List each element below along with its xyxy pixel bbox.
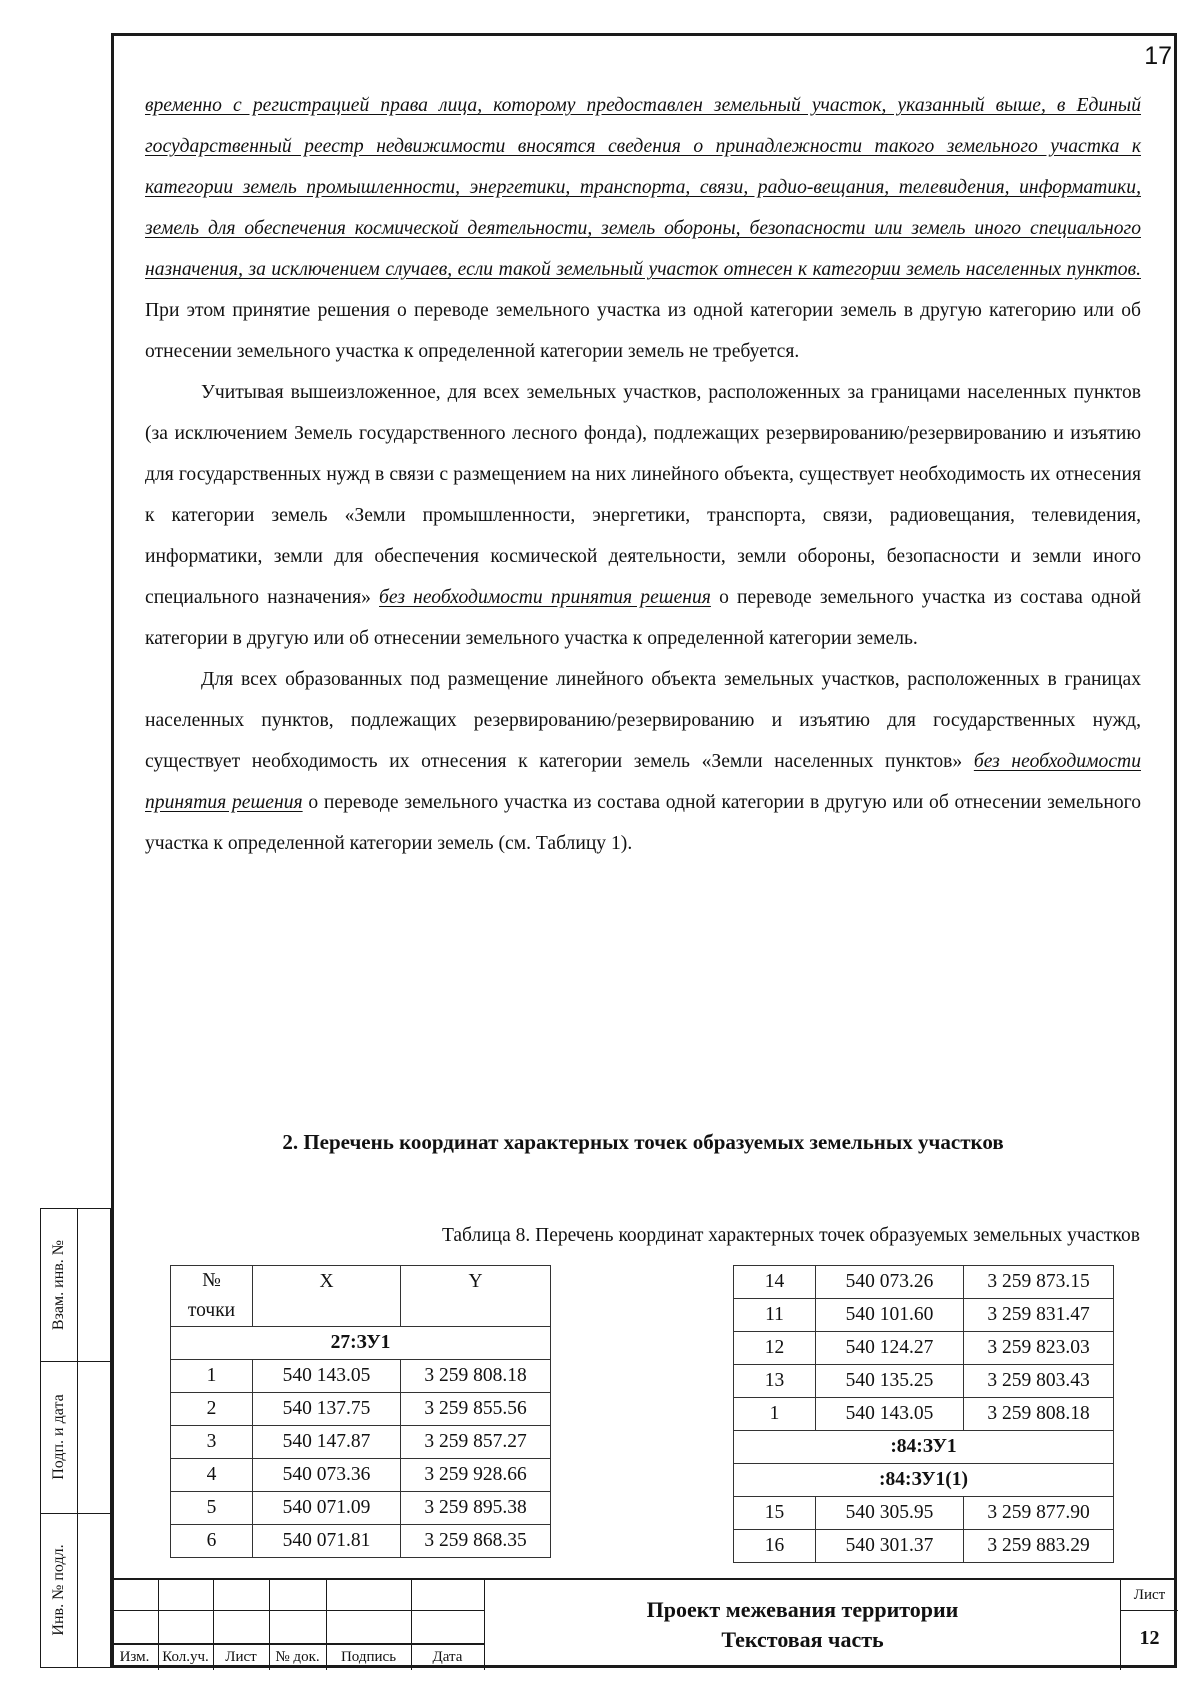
x-value: 540 143.05 <box>253 1360 401 1393</box>
x-value: 540 137.75 <box>253 1393 401 1426</box>
section-title: 2. Перечень координат характерных точек образуемых земельных участков <box>282 1130 1004 1154</box>
paragraph-2 <box>145 372 1141 659</box>
y-value: 3 259 873.15 <box>964 1266 1114 1299</box>
y-value: 3 259 877.90 <box>964 1497 1114 1530</box>
x-value: 540 124.27 <box>816 1332 964 1365</box>
paragraph-3-after: о переводе земельного участка из состава одной категории в другую или об отнесении земельного участка к определенной категории земель (см. Таблицу 1). <box>145 792 1141 854</box>
header-no-sign: № <box>202 1270 221 1291</box>
body-text <box>145 85 1141 864</box>
table-header-row <box>171 1266 551 1327</box>
table-row <box>734 1530 1114 1563</box>
x-value: 540 147.87 <box>253 1426 401 1459</box>
margin-cell-original-inv <box>41 1513 110 1667</box>
group-label: :84:ЗУ1 <box>734 1431 1114 1464</box>
table-row <box>734 1332 1114 1365</box>
paragraph-1 <box>145 85 1141 372</box>
y-value: 3 259 883.29 <box>964 1530 1114 1563</box>
title-block-label-sheet: Лист <box>225 1649 257 1665</box>
x-value: 540 073.36 <box>253 1459 401 1492</box>
table-row <box>171 1426 551 1459</box>
group-label: :84:ЗУ1(1) <box>734 1464 1114 1497</box>
x-value: 540 301.37 <box>816 1530 964 1563</box>
y-value: 3 259 808.18 <box>964 1398 1114 1431</box>
point-number: 3 <box>171 1426 253 1459</box>
point-number: 12 <box>734 1332 816 1365</box>
y-value: 3 259 857.27 <box>401 1426 551 1459</box>
y-value: 3 259 808.18 <box>401 1360 551 1393</box>
paragraph-1-underlined: временно с регистрацией права лица, которому предоставлен земельный участок, указанный выше, в Единый государственный реестр недвижимости вносятся сведения о принадлежности такого земельного участка к категории земель промышленности, энергетики, транспорта, связи, радио-вещания, телевидения, информатики, земель для обеспечения космической деятельности, земель обороны, безопасности или земель иного специального назначения, за исключением случаев, если такой земельный участок отнесен к категории земель населенных пунктов. <box>145 95 1141 280</box>
margin-cell-signature-date <box>41 1361 110 1514</box>
x-value: 540 073.26 <box>816 1266 964 1299</box>
y-value: 3 259 855.56 <box>401 1393 551 1426</box>
y-value: 3 259 895.38 <box>401 1492 551 1525</box>
point-number: 6 <box>171 1525 253 1558</box>
table-row <box>171 1393 551 1426</box>
table-row <box>734 1398 1114 1431</box>
y-value: 3 259 928.66 <box>401 1459 551 1492</box>
table-row <box>171 1360 551 1393</box>
title-block <box>111 1578 1177 1670</box>
x-value: 540 101.60 <box>816 1299 964 1332</box>
header-x: X <box>253 1266 401 1327</box>
margin-label-signature-date: Подп. и дата <box>50 1394 67 1480</box>
title-block-label-signature: Подпись <box>340 1649 397 1665</box>
coordinates-table-left <box>170 1265 551 1558</box>
margin-label-replacement-inv: Взам. инв. № <box>50 1239 67 1331</box>
x-value: 540 135.25 <box>816 1365 964 1398</box>
paragraph-3-before: Для всех образованных под размещение линейного объекта земельных участков, расположенных в границах населенных пунктов, подлежащих резервированию/резервированию и изъятию для государственных нужд, существует необходимость их отнесения к категории земель «Земли населенных пунктов» <box>145 669 1141 772</box>
paragraph-1-rest: При этом принятие решения о переводе земельного участка из одной категории земель в другую категорию или об отнесении земельного участка к определенной категории земель не требуется. <box>145 300 1141 362</box>
group-row <box>171 1327 551 1360</box>
margin-label-original-inv: Инв. № подл. <box>50 1544 67 1636</box>
y-value: 3 259 831.47 <box>964 1299 1114 1332</box>
point-number: 16 <box>734 1530 816 1563</box>
x-value: 540 305.95 <box>816 1497 964 1530</box>
header-point-word: точки <box>187 1300 236 1321</box>
point-number: 4 <box>171 1459 253 1492</box>
point-number: 15 <box>734 1497 816 1530</box>
title-block-label-count: Кол.уч. <box>162 1649 209 1665</box>
title-block-label-date: Дата <box>432 1649 463 1665</box>
y-value: 3 259 803.43 <box>964 1365 1114 1398</box>
table-row <box>734 1365 1114 1398</box>
paragraph-3 <box>145 659 1141 864</box>
group-row <box>734 1464 1114 1497</box>
table-row <box>171 1459 551 1492</box>
table-row <box>734 1299 1114 1332</box>
point-number: 2 <box>171 1393 253 1426</box>
x-value: 540 143.05 <box>816 1398 964 1431</box>
point-number: 11 <box>734 1299 816 1332</box>
table-row <box>734 1266 1114 1299</box>
point-number: 13 <box>734 1365 816 1398</box>
y-value: 3 259 823.03 <box>964 1332 1114 1365</box>
point-number: 1 <box>734 1398 816 1431</box>
title-block-label-change: Изм. <box>119 1649 150 1665</box>
table-row <box>734 1497 1114 1530</box>
document-title <box>485 1580 1120 1670</box>
point-number: 1 <box>171 1360 253 1393</box>
y-value: 3 259 868.35 <box>401 1525 551 1558</box>
document-title-line-2: Текстовая часть <box>721 1627 884 1652</box>
table-caption: Таблица 8. Перечень координат характерных точек образуемых земельных участков <box>441 1225 1140 1246</box>
paragraph-3-emphasis: без необходимости принятия решения <box>145 751 1141 813</box>
coordinates-table-right <box>733 1265 1114 1563</box>
page-number: 17 <box>1144 42 1172 70</box>
point-number: 14 <box>734 1266 816 1299</box>
point-number: 5 <box>171 1492 253 1525</box>
table-row <box>171 1492 551 1525</box>
title-block-label-doc-number: № док. <box>275 1649 320 1665</box>
margin-stamp <box>40 1208 111 1668</box>
x-value: 540 071.09 <box>253 1492 401 1525</box>
document-title-line-1: Проект межевания территории <box>646 1597 959 1622</box>
header-point-number <box>171 1266 253 1327</box>
paragraph-2-after: о переводе земельного участка из состава одной категории в другую или об отнесении земельного участка к определенной категории земель. <box>145 587 1142 649</box>
margin-cell-replacement <box>41 1209 110 1362</box>
sheet-label: Лист <box>1121 1580 1178 1611</box>
table-row <box>171 1525 551 1558</box>
paragraph-2-emphasis: без необходимости принятия решения <box>379 587 711 608</box>
x-value: 540 071.81 <box>253 1525 401 1558</box>
group-row <box>734 1431 1114 1464</box>
group-label: 27:ЗУ1 <box>171 1327 551 1360</box>
sheet-box <box>1120 1580 1178 1670</box>
header-y: Y <box>401 1266 551 1327</box>
paragraph-2-before: Учитывая вышеизложенное, для всех земельных участков, расположенных за границами населенных пунктов (за исключением Земель государственного лесного фонда), подлежащих резервированию/резервированию и изъятию для государственных нужд в связи с размещением на них линейного объекта, существует необходимость их отнесения к категории земель «Земли промышленности, энергетики, транспорта, связи, радиовещания, телевидения, информатики, земли для обеспечения космической деятельности, земли обороны, безопасности и земли иного специального назначения» <box>145 382 1141 608</box>
sheet-number: 12 <box>1139 1627 1160 1649</box>
